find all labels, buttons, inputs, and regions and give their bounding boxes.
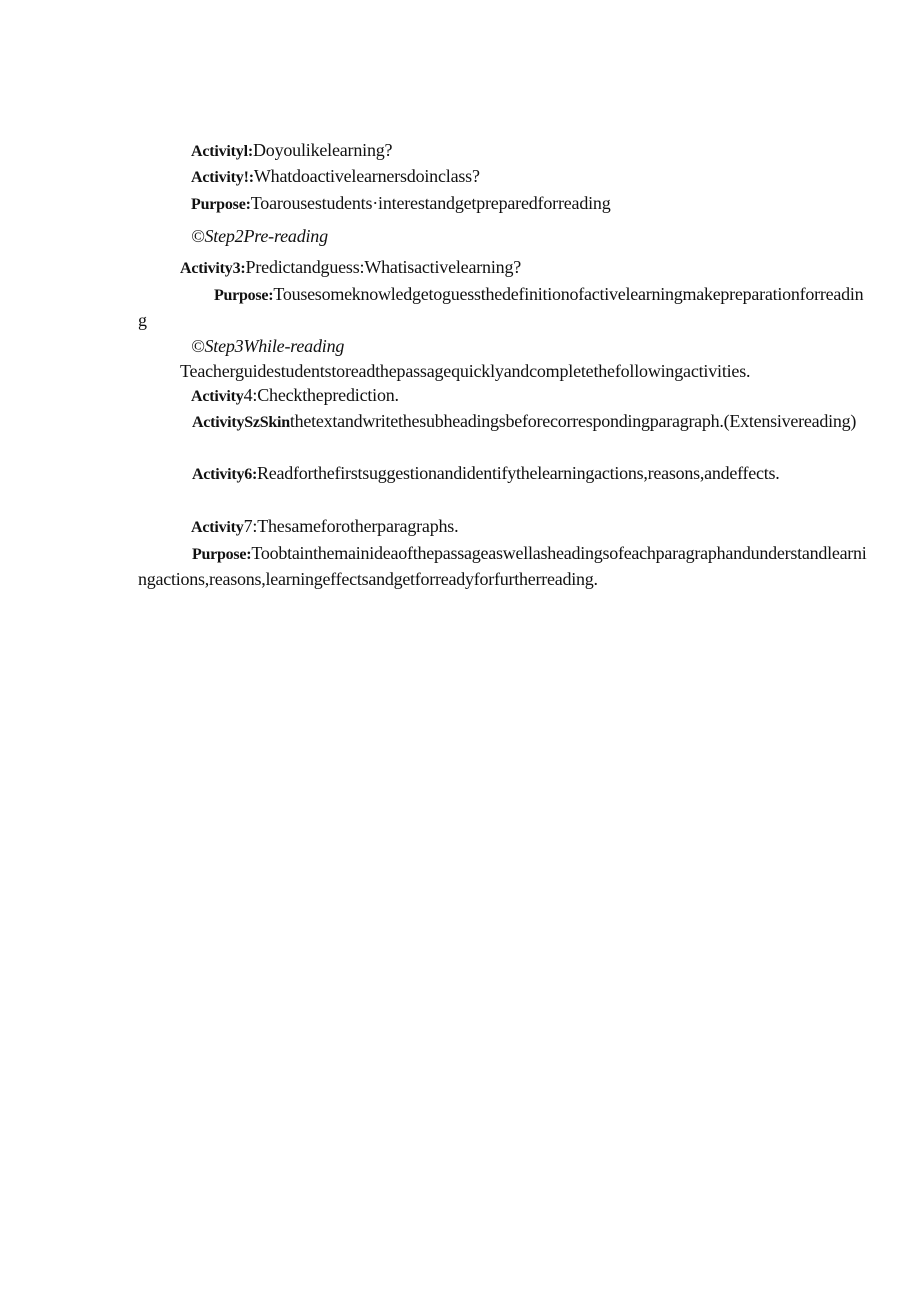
activity-1-line [191, 139, 392, 163]
activity-2-text: Whatdoactivelearnersdoinclass? [253, 166, 480, 186]
step-2-heading: ©Step2Pre-reading [191, 226, 328, 246]
activity-5-paragraph [138, 409, 870, 435]
activity-6-paragraph [138, 461, 870, 487]
activity-6-label: Activity6: [192, 466, 258, 483]
activity-3-line [180, 256, 521, 280]
activity-3-text: Predictandguess:Whatisactivelearning? [245, 257, 522, 277]
activity-1-text: Doyoulikelearning? [252, 140, 393, 160]
purpose-1-text: Toarousestudents·interestandgetpreparedforreading [250, 193, 611, 213]
activity-3-label: Activity3: [180, 260, 246, 277]
teacher-instruction: Teacherguidestudentstoreadthepassagequicklyandcompletethefollowingactivities. [180, 361, 751, 381]
activity-4-line [191, 384, 399, 408]
activity-4-text: 4:Checktheprediction. [243, 385, 399, 405]
activity-2-line [191, 165, 480, 189]
step-3-heading: ©Step3While-reading [191, 336, 345, 356]
activity-4-label: Activity [191, 388, 244, 405]
activity-7-text: 7:Thesameforotherparagraphs. [243, 516, 459, 536]
activity-1-label: Activityl: [191, 143, 253, 160]
activity-6-text: Readforthefirstsuggestionandidentifythelearningactions,reasons,andeffects. [257, 463, 780, 483]
purpose-3-label: Purpose: [192, 546, 252, 563]
purpose-2-label: Purpose: [214, 287, 274, 304]
purpose-3-paragraph [138, 541, 870, 592]
activity-7-line [191, 515, 458, 539]
purpose-2-text: Tousesomeknowledgetoguessthedefinitionofactivelearningmakepreparationforreading [138, 284, 864, 330]
activity-5-label: ActivitySzSkin [192, 414, 290, 431]
purpose-3-text: Toobtainthemainideaofthepassageaswellasheadingsofeachparagraphandunderstandlearningactions,reasons,learningeffectsandgetforreadyforfurtherreading. [138, 543, 867, 589]
activity-5-text: thetextandwritethesubheadingsbeforecorrespondingparagraph.(Extensivereading) [289, 411, 857, 431]
purpose-2-paragraph [138, 282, 870, 333]
activity-7-label: Activity [191, 519, 244, 536]
activity-2-label: Activity!: [191, 169, 254, 186]
purpose-1-label: Purpose: [191, 196, 251, 213]
purpose-1-line [191, 192, 611, 216]
